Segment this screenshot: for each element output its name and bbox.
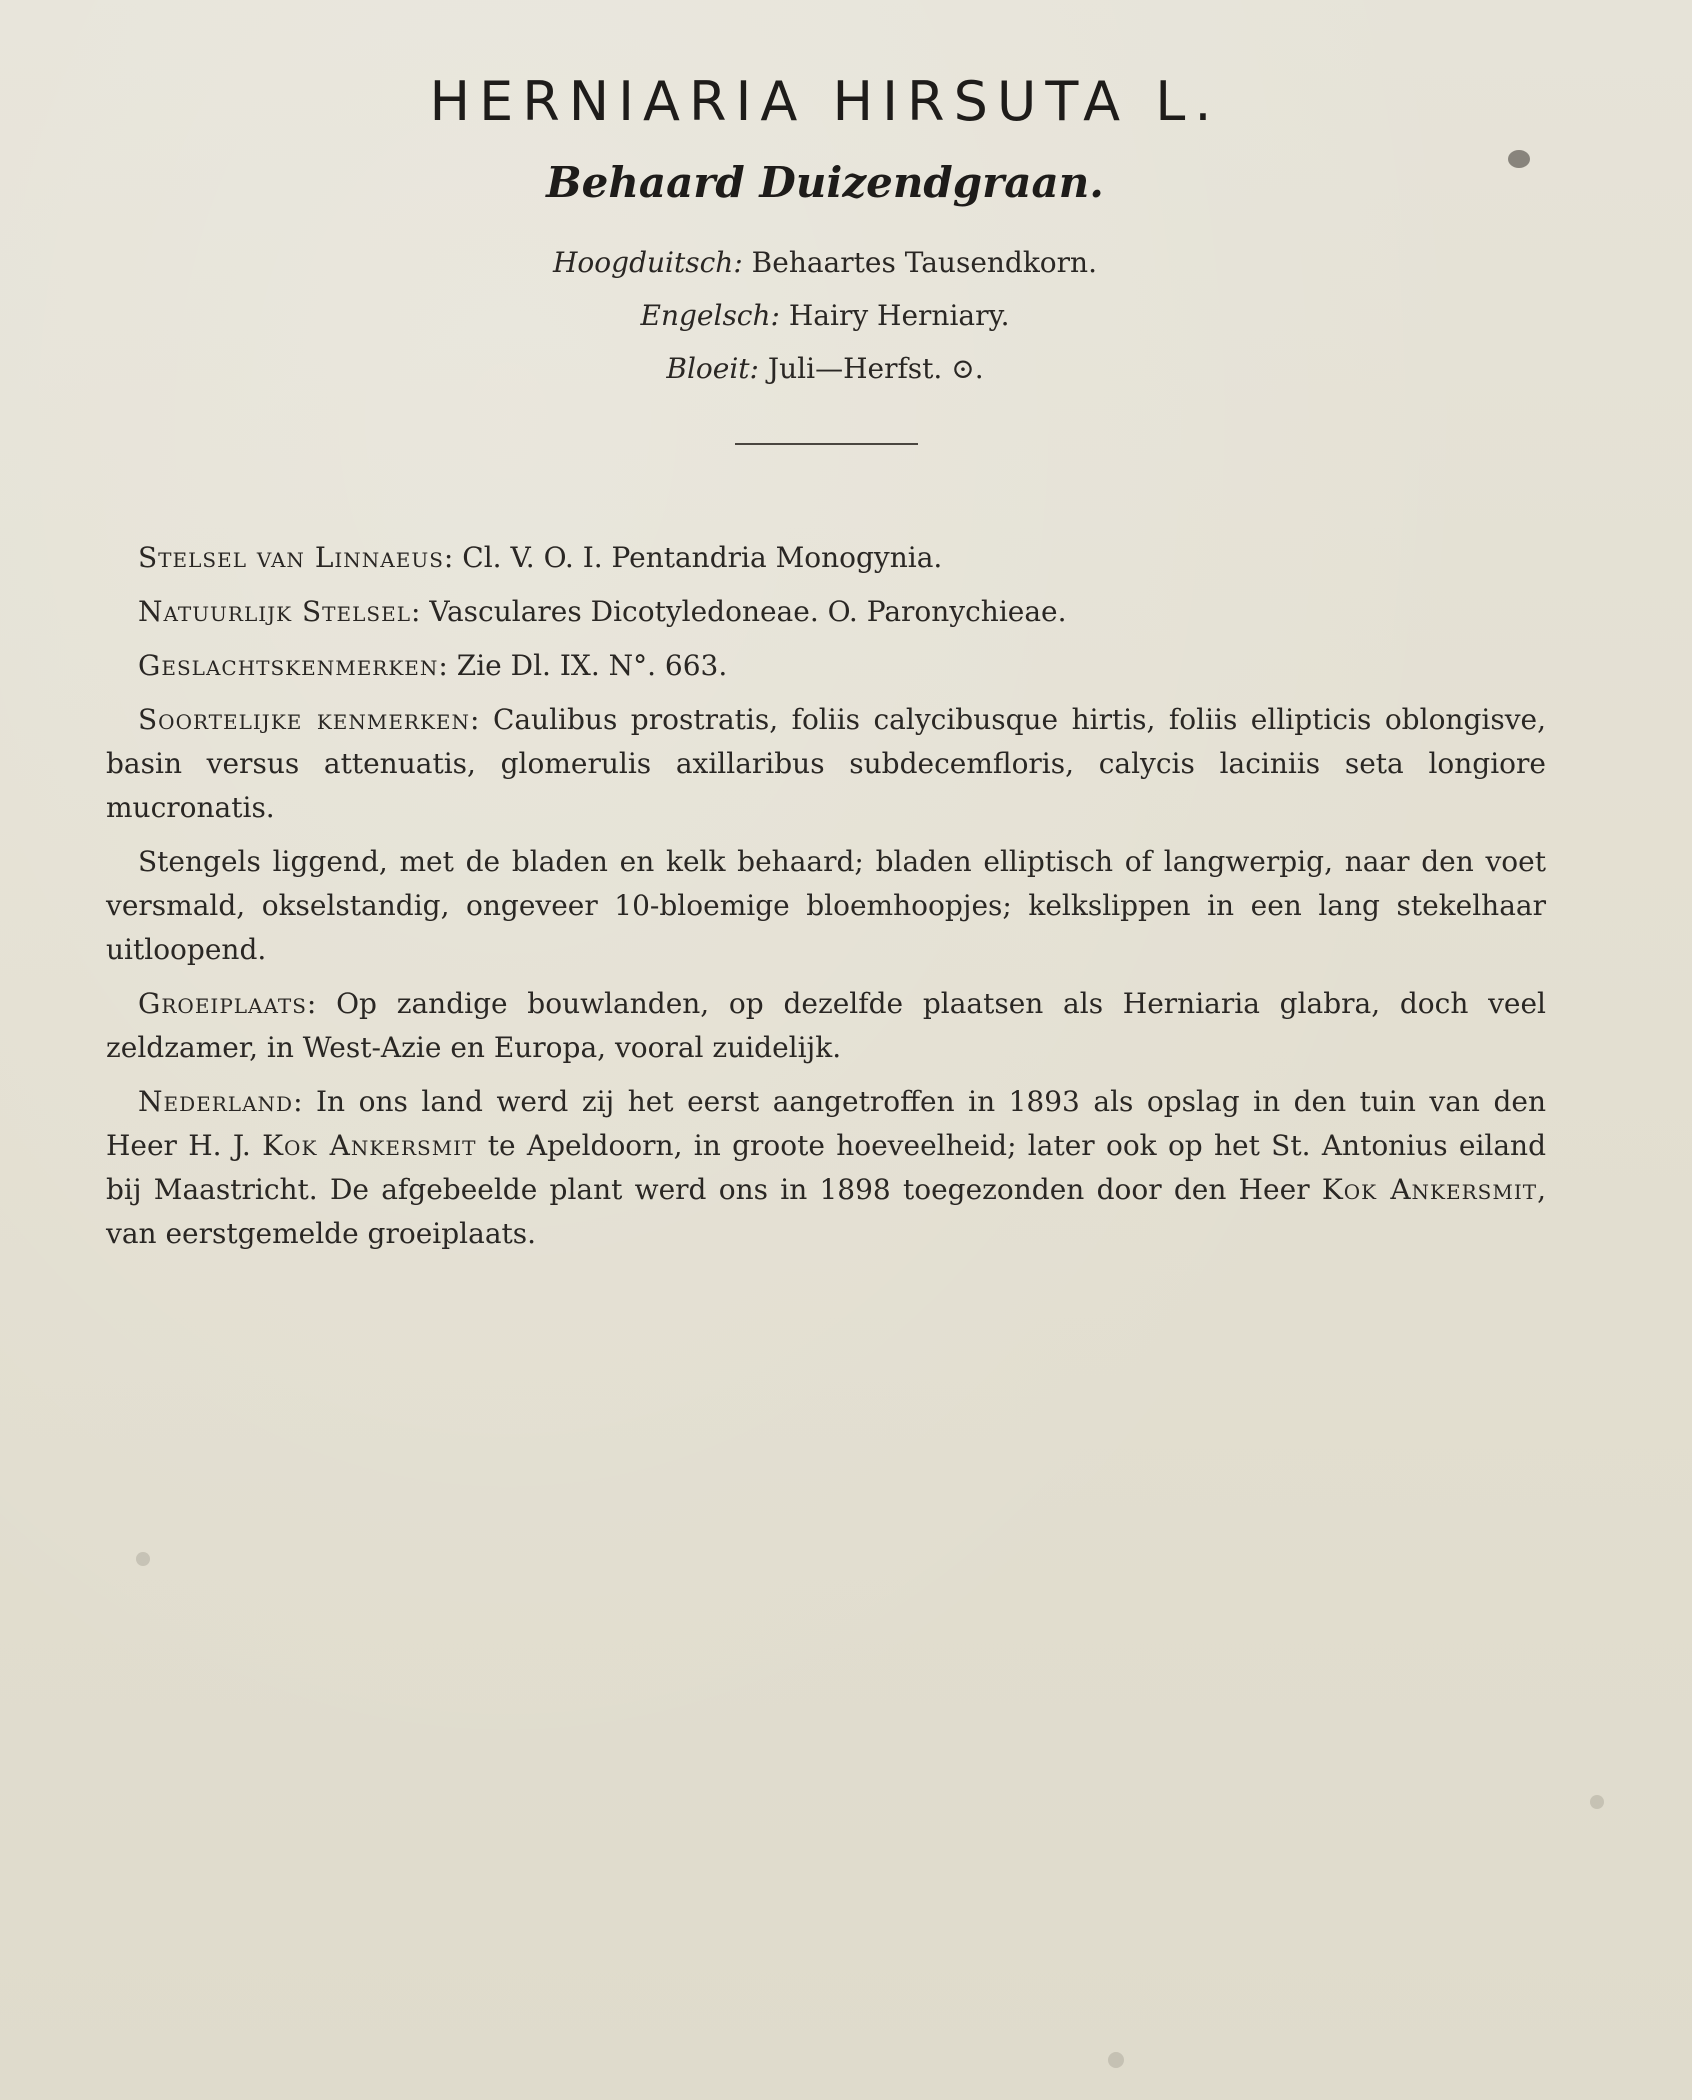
section-label: Geslachtskenmerken [138, 649, 439, 682]
paragraph-geslacht: Geslachtskenmerken: Zie Dl. IX. N°. 663. [138, 649, 728, 682]
description-body [106, 536, 1546, 1266]
name-line-bloom [0, 342, 1650, 395]
name-line-german [0, 236, 1650, 289]
page-title: HERNIARIA HIRSUTA L. [429, 70, 1221, 133]
paper-spot [1108, 2052, 1124, 2068]
name-value: Hairy Herniary. [788, 299, 1010, 332]
ink-spot [1508, 150, 1530, 168]
section-text: Op zandige bouwlanden, op dezelfde plaatsen als Herniaria glabra, doch veel zeldzamer, in West-Azie en Europa, vooral zuidelijk. [106, 987, 1547, 1064]
paper-spot [1590, 1795, 1604, 1809]
divider-rule [735, 443, 918, 445]
section-text: Cl. V. O. I. Pentandria Monogynia. [462, 541, 943, 574]
section-text: te Apeldoorn, in groote hoeveelheid; later ook op het St. Antonius eiland bij Maastricht. De afgebeelde plant werd ons in 1898 toegezonden door den Heer [106, 1129, 1546, 1206]
paragraph-stelsel: Stelsel van Linnaeus: Cl. V. O. I. Pentandria Monogynia. [138, 541, 943, 574]
name-line-english [0, 289, 1650, 342]
section-text: Caulibus prostratis, foliis calycibusque hirtis, foliis ellipticis oblongisve, basin versus attenuatis, glomerulis axillaribus subdecemfloris, calycis laciniis seta longiore mucronatis. [106, 703, 1546, 824]
name-label: Engelsch: [640, 299, 780, 332]
paragraph-natuurlijk: Natuurlijk Stelsel: Vasculares Dicotyledoneae. O. Paronychieae. [138, 595, 1067, 628]
name-value: Behaartes Tausendkorn. [751, 246, 1097, 279]
section-text: Vasculares Dicotyledoneae. O. Paronychieae. [429, 595, 1067, 628]
paragraph-stengels [106, 840, 1546, 972]
person-name: Kok Ankersmit [1321, 1173, 1538, 1206]
section-text: In ons land werd zij het eerst aangetroffen in 1893 als opslag in den tuin van den Heer H. J. [106, 1085, 1546, 1162]
name-label: Hoogduitsch: [553, 246, 743, 279]
section-text: Stengels liggend, met de bladen en kelk behaard; bladen elliptisch of langwerpig, naar den voet versmald, okselstandig, ongeveer 10-bloemige bloemhoopjes; kelkslippen in een lang stekelhaar uitloopend. [106, 845, 1546, 966]
page-subtitle: Behaard Duizendgraan. [546, 158, 1104, 207]
section-text: , van eerstgemelde groeiplaats. [106, 1173, 1546, 1250]
paragraph-soort: Soortelijke kenmerken: Caulibus prostratis, foliis calycibusque hirtis, foliis ellipticis oblongisve, basin versus attenuatis, glomerulis axillaribus subdecemfloris, calycis laciniis seta longiore mucronatis. [106, 703, 1546, 824]
name-label: Bloeit: [666, 352, 759, 385]
paper-spot [136, 1552, 150, 1566]
section-label: Nederland [138, 1085, 294, 1118]
person-name: Kok Ankersmit [262, 1129, 477, 1162]
paragraph-groeiplaats: Groeiplaats: Op zandige bouwlanden, op dezelfde plaatsen als Herniaria glabra, doch veel zeldzamer, in West-Azie en Europa, vooral zuidelijk. [106, 987, 1547, 1064]
section-text: Zie Dl. IX. N°. 663. [456, 649, 728, 682]
section-label: Natuurlijk Stelsel [138, 595, 411, 628]
section-label: Groeiplaats [138, 987, 307, 1020]
section-label: Stelsel van Linnaeus [138, 541, 444, 574]
section-label: Soortelijke kenmerken [138, 703, 471, 736]
name-value: Juli—Herfst. ⊙. [767, 352, 984, 385]
paragraph-nederland: Nederland: In ons land werd zij het eerst aangetroffen in 1893 als opslag in den tuin van den Heer H. J. Kok Ankersmit te Apeldoorn, in groote hoeveelheid; later ook op het St. Antonius eiland bij Maastricht. De afgebeelde plant werd ons in 1898 toegezonden door den Heer Kok Ankersmit, van eerstgemelde groeiplaats. [106, 1085, 1546, 1250]
common-names [0, 236, 1650, 395]
